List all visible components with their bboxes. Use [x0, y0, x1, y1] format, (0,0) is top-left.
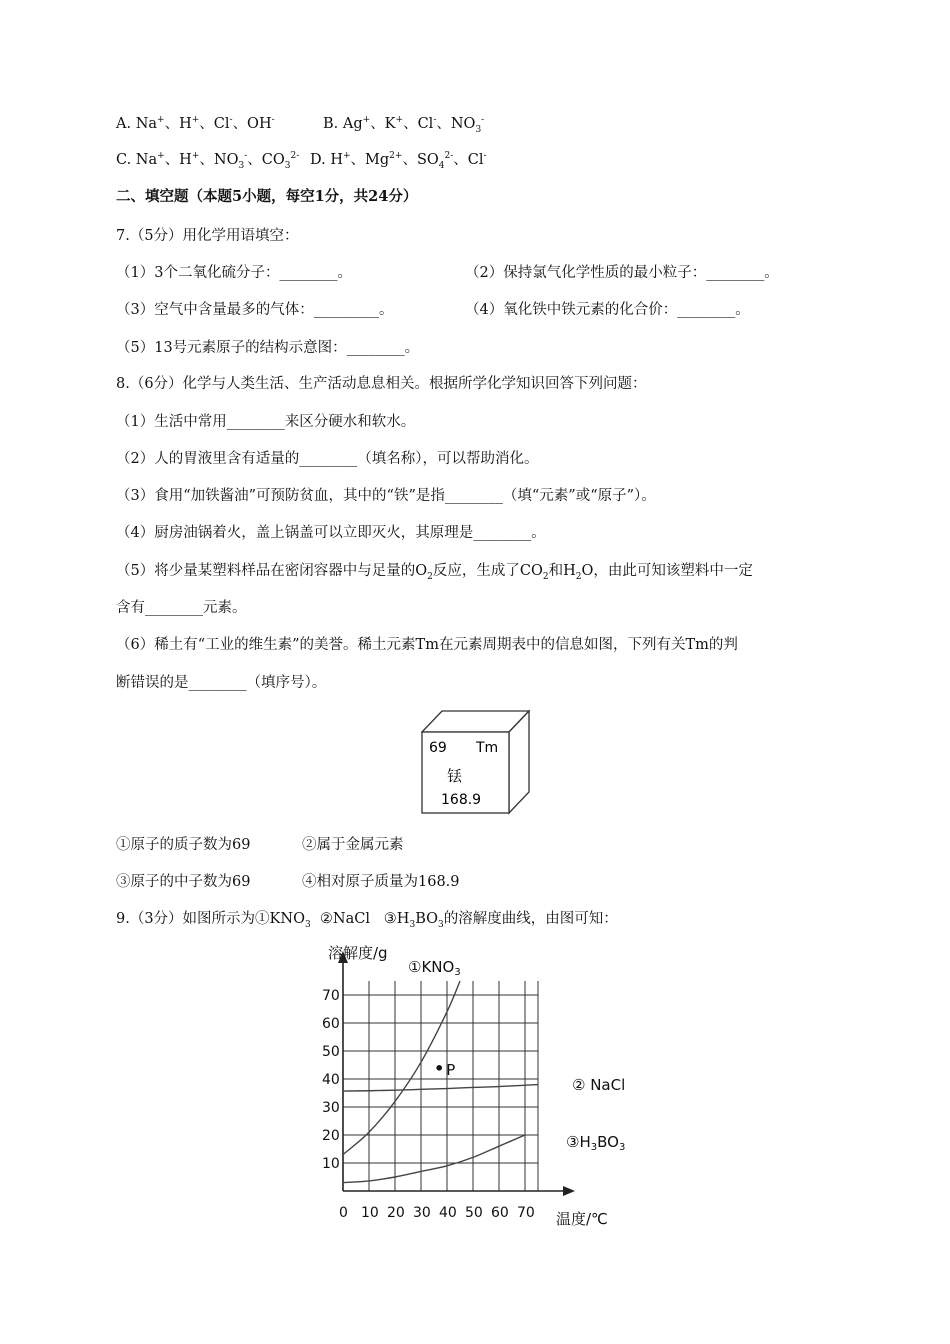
choice-4: ④相对原子质量为168.9	[302, 874, 460, 890]
solubility-chart	[310, 940, 650, 1230]
kno3-label-sub: 3	[454, 967, 461, 978]
x-tick-label: 20	[387, 1205, 405, 1221]
q7-part3: （3）空气中含量最多的气体：_________。	[116, 302, 394, 318]
solubility-chart-svg	[310, 940, 650, 1230]
x-tick-label: 10	[361, 1205, 379, 1221]
q9-title: 9.（3分）如图所示为$①KNO_3$ ②NaCl $③H_3BO_3$的溶解度曲线，由图可知：	[116, 911, 618, 930]
element-mass: 168.9	[441, 792, 482, 808]
q8-part6-line1: （6）稀土有“工业的维生素”的美誉。稀土元素Tm在元素周期表中的信息如图，下列有关Tm的判	[116, 637, 738, 653]
element-name: 铥	[447, 767, 463, 785]
kno3-curve	[343, 981, 460, 1155]
h3bo3-label-sub1: 3	[590, 1142, 598, 1153]
point-p-marker	[436, 1065, 442, 1071]
option-c: C. Na+、H+、$NO_3^-$、$CO_3^{2-}$	[116, 151, 300, 171]
h3bo3-label-mid: BO	[597, 1133, 619, 1151]
x-tick-label: 50	[465, 1205, 483, 1221]
element-number: 69	[429, 740, 447, 756]
nacl-curve	[343, 1085, 538, 1091]
y-tick-label: 10	[322, 1156, 340, 1172]
choice-3: ③原子的中子数为69	[116, 874, 251, 890]
q8-title: 8.（6分）化学与人类生活、生产活动息息相关。根据所学化学知识回答下列问题：	[116, 376, 647, 392]
y-tick-label: 20	[322, 1128, 340, 1144]
q8-part4: （4）厨房油锅着火，盖上锅盖可以立即灭火，其原理是________。	[116, 525, 546, 541]
x-tick-label: 60	[491, 1205, 509, 1221]
point-p-label: P	[446, 1060, 456, 1079]
choice-1: ①原子的质子数为69	[116, 837, 251, 853]
x-tick-label: 0	[339, 1205, 348, 1221]
h3bo3-label-sub2: 3	[618, 1142, 626, 1153]
x-axis-label: 温度/℃	[556, 1210, 608, 1228]
q8-part6-line2: 断错误的是________（填序号）。	[116, 675, 327, 691]
y-tick-label: 70	[322, 988, 340, 1004]
x-axis-arrow	[563, 1186, 575, 1196]
y-tick-label: 40	[322, 1072, 340, 1088]
q8-part5-line2: 含有________元素。	[116, 600, 247, 616]
section-title: 二、填空题（本题5小题，每空1分，共24分）	[116, 188, 418, 205]
element-card	[421, 710, 531, 815]
element-symbol: Tm	[476, 740, 499, 756]
y-tick-label: 30	[322, 1100, 340, 1116]
option-a: A. Na+、H+、Cl-、OH-	[116, 115, 275, 132]
q7-part2: （2）保持氯气化学性质的最小粒子：________。	[465, 265, 779, 281]
h3bo3-curve	[343, 1135, 525, 1183]
x-tick-label: 30	[413, 1205, 431, 1221]
q7-part1: （1）3个二氧化硫分子：________。	[116, 265, 352, 281]
option-d: D. H+、$Mg^{2+}$、$SO_4^{2-}$、Cl-	[310, 151, 487, 171]
x-tick-label: 40	[439, 1205, 457, 1221]
x-tick-label: 70	[517, 1205, 535, 1221]
kno3-label: $①KNO_3$	[408, 958, 461, 978]
q7-title: 7.（5分）用化学用语填空：	[116, 228, 299, 244]
q8-part1: （1）生活中常用________来区分硬水和软水。	[116, 414, 416, 430]
y-axis-label: 溶解度/g	[328, 944, 388, 962]
q7-part4: （4）氧化铁中铁元素的化合价：________。	[465, 302, 750, 318]
q8-part2: （2）人的胃液里含有适量的________（填名称），可以帮助消化。	[116, 451, 539, 467]
y-tick-label: 60	[322, 1016, 340, 1032]
q7-part5: （5）13号元素原子的结构示意图：________。	[116, 340, 420, 356]
q8-part5: （5）将少量某塑料样品在密闭容器中与足量的$O_2$反应，生成了$CO_2$和$H_2O$，由此可知该塑料中一定	[116, 563, 753, 582]
option-b: B. Ag+、K+、Cl-、$NO_3^-$	[323, 115, 485, 135]
y-tick-label: 50	[322, 1044, 340, 1060]
q8-part3: （3）食用“加铁酱油”可预防贫血，其中的“铁”是指________（填“元素”或“原子”）。	[116, 488, 656, 504]
choice-2: ②属于金属元素	[302, 837, 404, 853]
h3bo3-label: $③H_3BO_3$	[566, 1133, 626, 1153]
nacl-label: ② NaCl	[572, 1076, 626, 1094]
